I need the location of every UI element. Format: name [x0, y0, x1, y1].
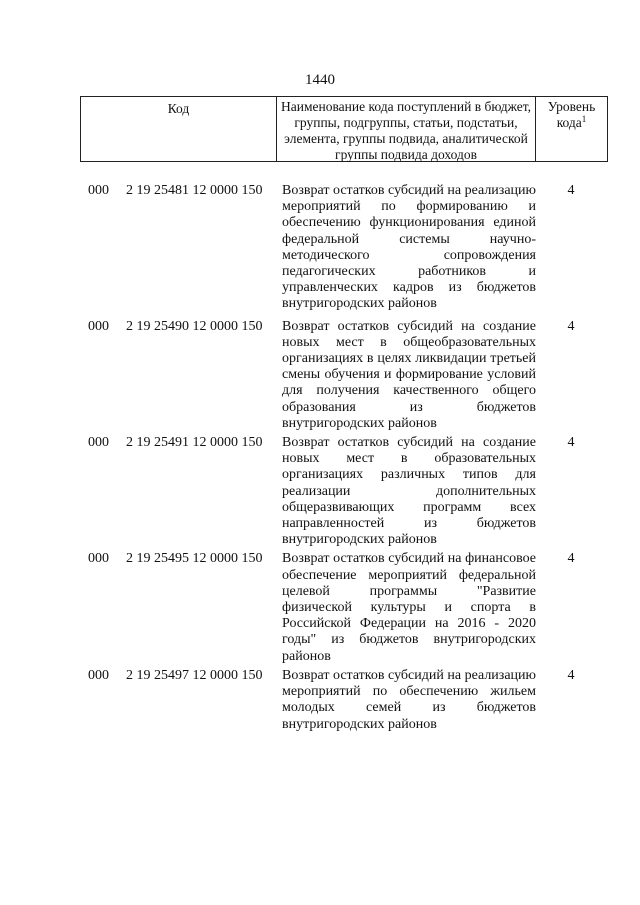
- code-level: 4: [567, 667, 575, 683]
- code-level: 4: [567, 435, 575, 451]
- income-name: Возврат остатков субсидий на создание новых мест в образовательных организациях различных типов для реализации дополнительных общеразвивающих программ всех направленностей из бюджетов внутригородских районов: [282, 435, 536, 548]
- table-header: [80, 96, 608, 162]
- admin-code: 000: [88, 183, 109, 198]
- admin-code: 000: [88, 435, 109, 451]
- income-name: Возврат остатков субсидий на реализацию мероприятий по формированию и обеспечению функционирования единой федеральной системы научно-методического сопровождения педагогических работников и управленческих кадров из бюджетов внутригородских районов: [282, 183, 536, 312]
- admin-code: 000: [88, 667, 109, 683]
- code-level: 4: [567, 318, 575, 334]
- income-name: Возврат остатков субсидий на создание новых мест в общеобразовательных организациях в целях ликвидации третьей смены обучения и формирование условий для получения качественного общего образования из бюджетов внутригородских районов: [282, 318, 536, 431]
- table-row: [0, 668, 640, 733]
- income-name: Возврат остатков субсидий на финансовое обеспечение мероприятий федеральной целевой программы "Развитие физической культуры и спорта в Российской Федерации на 2016 - 2020 годы" из бюджетов внутригородских районов: [282, 551, 536, 664]
- table-row: [0, 319, 640, 432]
- income-name: Возврат остатков субсидий на реализацию мероприятий по обеспечению жильем молодых семей из бюджетов внутригородских районов: [282, 667, 536, 732]
- header-level-label: Уровень кода: [547, 99, 596, 130]
- admin-code: 000: [88, 551, 109, 567]
- income-code: 2 19 25497 12 0000 150: [126, 667, 263, 683]
- code-level: 4: [567, 183, 575, 198]
- income-code: 2 19 25490 12 0000 150: [126, 318, 263, 334]
- admin-code: 000: [88, 318, 109, 334]
- table-body: [0, 183, 640, 733]
- code-level: 4: [567, 551, 575, 567]
- table-row: [0, 183, 640, 313]
- page-number: 1440: [305, 72, 335, 88]
- header-code: Код: [81, 97, 277, 161]
- table-row: [0, 435, 640, 548]
- header-level-footnote: 1: [581, 114, 587, 124]
- income-code: 2 19 25495 12 0000 150: [126, 551, 263, 567]
- header-name: Наименование кода поступлений в бюджет, группы, подгруппы, статьи, подстатьи, элемента, группы подвида, аналитической группы подвида доходов: [277, 97, 536, 161]
- table-row: [0, 551, 640, 664]
- income-code: 2 19 25491 12 0000 150: [126, 435, 263, 451]
- header-level: [536, 97, 607, 161]
- income-code: 2 19 25481 12 0000 150: [126, 183, 263, 198]
